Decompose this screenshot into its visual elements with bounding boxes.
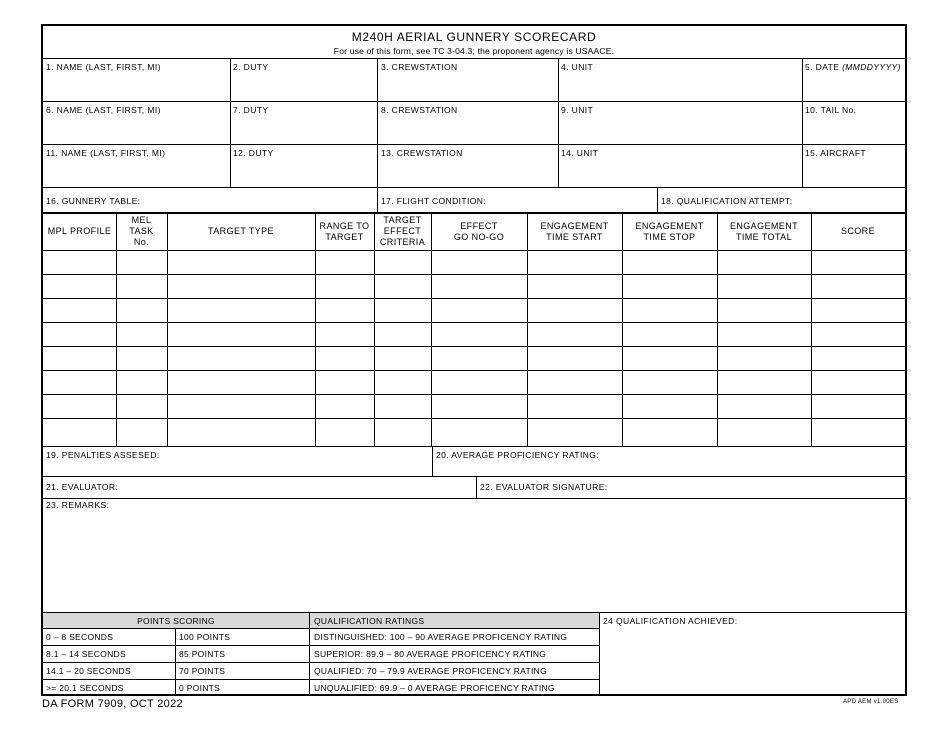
scorecard-form xyxy=(41,24,907,696)
rating-superior: SUPERIOR: 89.9 – 80 AVERAGE PROFICENCY RATING xyxy=(314,649,547,659)
qualification-achieved-field[interactable]: 24 QUALIFICATION ACHIEVED: xyxy=(603,616,738,626)
qualification-ratings-header: QUALIFICATION RATINGS xyxy=(314,616,425,626)
average-rating-field[interactable]: 20. AVERAGE PROFICIENCY RATING: xyxy=(436,450,600,460)
header-effect-go-no-go: EFFECT GO NO-GO xyxy=(453,220,505,242)
flight-condition-field[interactable]: 17. FLIGHT CONDITION: xyxy=(381,196,487,206)
tail-number-field[interactable]: 10. TAIL No. xyxy=(805,105,857,115)
form-number: DA FORM 7909, OCT 2022 xyxy=(42,698,183,710)
rating-unqualified: UNQUALIFIED: 69.9 – 0 AVERAGE PROFICENCY RATING xyxy=(314,683,555,693)
name-field-2[interactable]: 6. NAME (LAST, FIRST, MI) xyxy=(46,105,161,115)
unit-field-3[interactable]: 14. UNIT xyxy=(561,148,599,158)
header-time-start: ENGAGEMENT TIME START xyxy=(540,220,609,242)
crewstation-field-2[interactable]: 8. CREWSTATION xyxy=(381,105,458,115)
date-label: 5. DATE xyxy=(805,62,840,72)
form-version: APD AEM v1.00ES xyxy=(843,699,899,705)
unit-field-2[interactable]: 9. UNIT xyxy=(561,105,594,115)
evaluator-field[interactable]: 21. EVALUATOR: xyxy=(46,482,119,492)
unit-field-1[interactable]: 4. UNIT xyxy=(561,62,594,72)
header-target-type: TARGET TYPE xyxy=(208,226,274,236)
header-target-effect-criteria: TARGET EFFECT CRITERIA xyxy=(379,215,426,247)
points-range-2: 8.1 – 14 SECONDS xyxy=(46,649,126,659)
points-scoring-header: POINTS SCORING xyxy=(137,616,215,626)
header-time-stop: ENGAGEMENT TIME STOP xyxy=(635,220,704,242)
duty-field-1[interactable]: 2. DUTY xyxy=(233,62,269,72)
header-mel-task: MEL TASK No. xyxy=(129,215,154,247)
duty-field-2[interactable]: 7. DUTY xyxy=(233,105,269,115)
points-range-1: 0 – 8 SECONDS xyxy=(46,632,114,642)
duty-field-3[interactable]: 12. DUTY xyxy=(233,148,274,158)
header-mpl-profile: MPL PROFILE xyxy=(47,226,112,236)
points-range-4: >= 20.1 SECONDS xyxy=(46,683,124,693)
aircraft-field[interactable]: 15. AIRCRAFT xyxy=(805,148,867,158)
points-value-1: 100 POINTS xyxy=(179,632,231,642)
points-value-4: 0 POINTS xyxy=(179,683,221,693)
points-range-3: 14.1 – 20 SECONDS xyxy=(46,666,131,676)
form-title: M240H AERIAL GUNNERY SCORECARD xyxy=(351,30,597,44)
crewstation-field-1[interactable]: 3. CREWSTATION xyxy=(381,62,458,72)
rating-qualified: QUALIFIED: 70 – 79.9 AVERAGE PROFICENCY RATING xyxy=(314,666,547,676)
qualification-attempt-field[interactable]: 18. QUALIFICATION ATTEMPT: xyxy=(661,196,793,206)
header-time-total: ENGAGEMENT TIME TOTAL xyxy=(729,220,798,242)
header-range-to-target: RANGE TO TARGET xyxy=(319,220,370,242)
form-subtitle: For use of this form, see TC 3-04.3; the proponent agency is USAACE. xyxy=(333,46,615,56)
date-field[interactable] xyxy=(805,62,901,72)
points-value-2: 85 POINTS xyxy=(179,649,226,659)
name-field-3[interactable]: 11. NAME (LAST, FIRST, MI) xyxy=(46,148,166,158)
rating-distinguished: DISTINGUISHED: 100 – 90 AVERAGE PROFICENCY RATING xyxy=(314,632,568,642)
points-value-3: 70 POINTS xyxy=(179,666,226,676)
crewstation-field-3[interactable]: 13. CREWSTATION xyxy=(381,148,463,158)
date-format: (MMDDYYYY) xyxy=(842,62,901,72)
name-field-1[interactable]: 1. NAME (LAST, FIRST, MI) xyxy=(46,62,161,72)
header-score: SCORE xyxy=(840,226,875,236)
remarks-field[interactable]: 23. REMARKS: xyxy=(46,500,110,510)
penalties-field[interactable]: 19. PENALTIES ASSESED: xyxy=(46,450,160,460)
evaluator-signature-field[interactable]: 22. EVALUATOR SIGNATURE: xyxy=(480,482,608,492)
gunnery-table-field[interactable]: 16. GUNNERY TABLE: xyxy=(46,196,141,206)
